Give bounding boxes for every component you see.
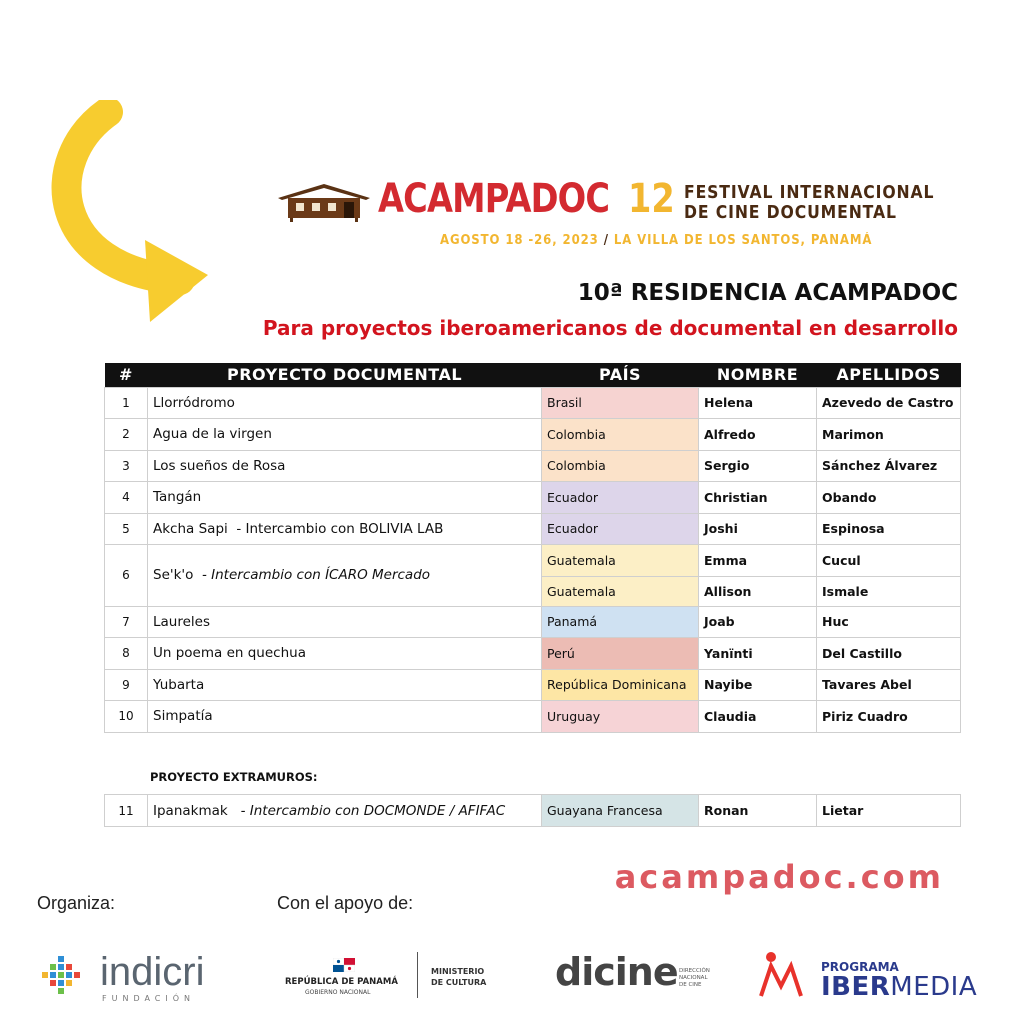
- row-apellidos: Azevedo de Castro: [817, 387, 961, 419]
- row-country: Ecuador: [542, 513, 699, 545]
- row-nombre: Christian: [699, 482, 817, 514]
- row-project: Simpatía: [148, 701, 542, 733]
- table-row: [105, 669, 961, 701]
- table-row: [105, 638, 961, 670]
- row-apellidos: Tavares Abel: [817, 669, 961, 701]
- indicri-logo: indicri FUNDACIÓN: [40, 950, 230, 1010]
- row-project: Agua de la virgen: [148, 419, 542, 451]
- row-apellidos: Sánchez Álvarez: [817, 450, 961, 482]
- row-num: 1: [105, 387, 148, 419]
- extramuros-table: [104, 794, 961, 827]
- row-nombre: Alfredo: [699, 419, 817, 451]
- dicine-logo: dicine DIRECCIÓN NACIONAL DE CINE: [555, 950, 710, 994]
- row-num: 4: [105, 482, 148, 514]
- row-country: Uruguay: [542, 701, 699, 733]
- row-country: Guatemala: [542, 545, 699, 577]
- row-num: 7: [105, 606, 148, 638]
- row-country: Brasil: [542, 387, 699, 419]
- row-num: 10: [105, 701, 148, 733]
- ibermedia-mark-icon: [757, 950, 807, 1000]
- row-num: 6: [105, 545, 148, 607]
- row-num: 3: [105, 450, 148, 482]
- residencia-title: 10ª RESIDENCIA ACAMPADOC: [577, 280, 958, 306]
- cabin-logo-icon: [276, 182, 372, 222]
- row-project: Tangán: [148, 482, 542, 514]
- table-row: [105, 387, 961, 419]
- residencia-subtitle: Para proyectos iberoamericanos de documental en desarrollo: [262, 316, 958, 340]
- row-apellidos: Ismale: [817, 576, 961, 606]
- organiza-label: Organiza:: [37, 893, 116, 913]
- row-nombre: Nayibe: [699, 669, 817, 701]
- col-pais-header: PAÍS: [542, 363, 699, 387]
- brand-edition: 12: [628, 176, 675, 222]
- festival-header: [272, 178, 952, 253]
- row-country: Colombia: [542, 450, 699, 482]
- row-project: Los sueños de Rosa: [148, 450, 542, 482]
- col-proyecto-header: PROYECTO DOCUMENTAL: [148, 363, 542, 387]
- projects-table: [104, 363, 961, 733]
- table-row: [105, 482, 961, 514]
- extramuros-label: PROYECTO EXTRAMUROS:: [150, 770, 318, 784]
- table-row: [105, 606, 961, 638]
- row-num: 11: [105, 795, 148, 827]
- table-row: [105, 701, 961, 733]
- festival-name: FESTIVAL INTERNACIONAL DE CINE DOCUMENTAL: [684, 182, 935, 223]
- row-country: Colombia: [542, 419, 699, 451]
- row-nombre: Claudia: [699, 701, 817, 733]
- col-nombre-header: NOMBRE: [699, 363, 817, 387]
- table-header-row: [105, 363, 961, 387]
- row-country: Guayana Francesa: [542, 795, 699, 827]
- row-num: 8: [105, 638, 148, 670]
- table-row: [105, 513, 961, 545]
- row-apellidos: Cucul: [817, 545, 961, 577]
- row-apellidos: Marimon: [817, 419, 961, 451]
- row-project: Llorródromo: [148, 387, 542, 419]
- apoyo-label: Con el apoyo de:: [277, 893, 414, 913]
- table-row: [105, 795, 961, 827]
- col-apellidos-header: APELLIDOS: [817, 363, 961, 387]
- row-apellidos: Espinosa: [817, 513, 961, 545]
- website-link[interactable]: acampadoc.com: [614, 858, 944, 896]
- row-apellidos: Lietar: [817, 795, 961, 827]
- row-country: Guatemala: [542, 576, 699, 606]
- row-nombre: Emma: [699, 545, 817, 577]
- ibermedia-logo: PROGRAMA IBERMEDIA: [757, 950, 987, 1010]
- ministerio-cultura-logo: REPÚBLICA DE PANAMÁ GOBIERNO NACIONAL MINISTERIO DE CULTURA: [285, 950, 505, 1010]
- yellow-arrow-icon: [30, 100, 220, 330]
- row-nombre: Yanïnti: [699, 638, 817, 670]
- table-row: [105, 419, 961, 451]
- row-nombre: Joab: [699, 606, 817, 638]
- row-project: Un poema en quechua: [148, 638, 542, 670]
- table-row: [105, 545, 961, 577]
- row-country: República Dominicana: [542, 669, 699, 701]
- row-apellidos: Huc: [817, 606, 961, 638]
- row-nombre: Helena: [699, 387, 817, 419]
- panama-flag-icon: [333, 958, 355, 972]
- row-apellidos: Del Castillo: [817, 638, 961, 670]
- row-project: Se'k'o - Intercambio con ÍCARO Mercado: [148, 545, 542, 607]
- row-country: Panamá: [542, 606, 699, 638]
- row-num: 2: [105, 419, 148, 451]
- row-project: Ipanakmak - Intercambio con DOCMONDE / AFIFAC: [148, 795, 542, 827]
- table-row: [105, 450, 961, 482]
- col-num-header: #: [105, 363, 148, 387]
- row-apellidos: Obando: [817, 482, 961, 514]
- row-project: Laureles: [148, 606, 542, 638]
- festival-dates: AGOSTO 18 -26, 2023 / LA VILLA DE LOS SANTOS, PANAMÁ: [440, 233, 873, 248]
- brand-name: ACAMPADOC: [378, 176, 610, 222]
- row-apellidos: Piriz Cuadro: [817, 701, 961, 733]
- row-num: 9: [105, 669, 148, 701]
- row-project: Akcha Sapi - Intercambio con BOLIVIA LAB: [148, 513, 542, 545]
- row-nombre: Allison: [699, 576, 817, 606]
- row-country: Perú: [542, 638, 699, 670]
- row-nombre: Sergio: [699, 450, 817, 482]
- row-country: Ecuador: [542, 482, 699, 514]
- row-project: Yubarta: [148, 669, 542, 701]
- row-nombre: Ronan: [699, 795, 817, 827]
- row-nombre: Joshi: [699, 513, 817, 545]
- indicri-dots-icon: [40, 954, 90, 1004]
- row-num: 5: [105, 513, 148, 545]
